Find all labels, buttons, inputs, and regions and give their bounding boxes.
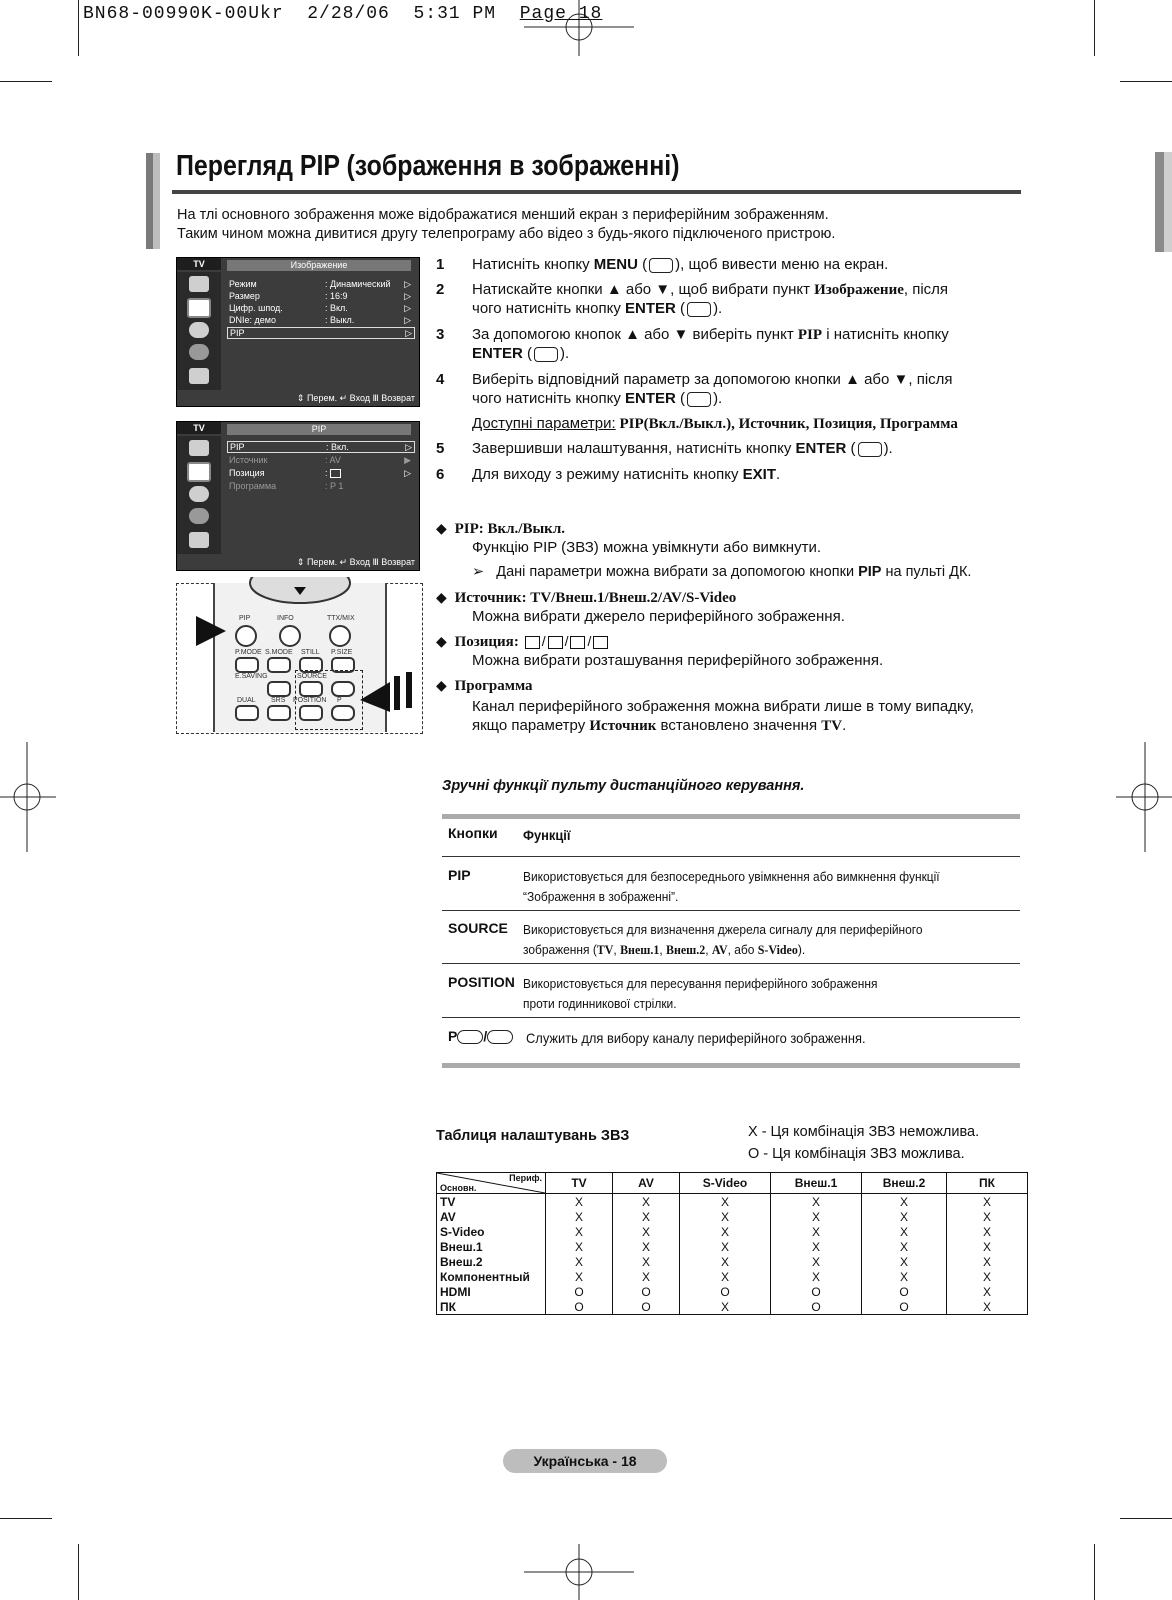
input-icon [189,440,209,456]
diamond-icon: ◆ [436,589,447,605]
bullet-text: Функцію PIP (ЗВЗ) можна увімкнути або вимкнути. [472,539,822,556]
diamond-icon: ◆ [436,633,447,649]
crop-mark [0,1518,52,1519]
table-cell: X [546,1239,613,1254]
channel-icon [189,344,209,360]
menu-row: Размер : 16:9 ▷ [229,291,411,301]
row-header: TV [437,1194,546,1210]
table-cell: O [862,1299,947,1315]
bullet-position: ◆ Позиция: / / / [436,633,610,651]
osd-menu-picture [176,257,420,407]
bullet-program: ◆ Программа [436,677,533,694]
remote-label: POSITION [293,697,327,704]
channel-up-icon [457,1030,483,1044]
table-cell: O [771,1299,862,1315]
menu-tv-tab: TV [177,422,221,434]
table-cell: X [546,1269,613,1284]
intro-line: На тлі основного зображення може відображатися менший екран з периферійним зображенням. [177,207,829,223]
remote-label: INFO [277,615,294,622]
page-title: Перегляд PIP (зображення в зображенні) [176,150,680,182]
e-saving-button[interactable] [267,681,291,697]
column-header: Внеш.2 [862,1173,947,1194]
table-cell: X [680,1194,771,1210]
remote-label: SRS [271,697,286,704]
remote-label: STILL [301,649,320,656]
table-rule [442,1063,1020,1068]
remote-label: P.SIZE [331,649,353,656]
remote-label: S.MODE [265,649,293,656]
position-icon [330,469,341,478]
table-cell: O [613,1299,680,1315]
position-icon [570,636,585,649]
table-row [437,1194,1028,1210]
table-cell: X [613,1239,680,1254]
row-header: ПК [437,1299,546,1315]
osd-menu-pip [176,421,420,571]
channel-icon [189,508,209,524]
menu-row: Позиция : ▷ [229,468,411,478]
registration-mark [1116,742,1172,852]
setup-icon [189,368,209,384]
enter-key-icon [534,347,558,362]
menu-row: Программа : P 1 [229,481,344,491]
print-header [83,4,602,24]
menu-row: Цифр. шпод. : Вкл. ▷ [229,303,411,313]
pip-button[interactable] [235,625,257,647]
channel-down-icon [487,1030,513,1044]
menu-row: DNIe: демо : Выкл. ▷ [229,315,411,325]
row-header: AV [437,1209,546,1224]
position-icon [593,636,608,649]
table-row [437,1209,1028,1224]
table-cell: X [947,1254,1028,1269]
column-header: AV [613,1173,680,1194]
row-header: Внеш.2 [437,1254,546,1269]
table-cell: X [947,1269,1028,1284]
intro-line: Таким чином можна дивитися другу телепрограму або відео з будь-якого підключеного пристрою. [177,226,836,242]
table-cell: O [546,1284,613,1299]
arrow-right-icon: ▷ [404,315,411,325]
table-cell: O [771,1284,862,1299]
bullet-text: Можна вибрати джерело периферійного зображення. [472,608,845,625]
bullet-text: Можна вибрати розташування периферійного зображення. [472,652,884,669]
page-edge-tab [1164,152,1172,252]
diamond-icon: ◆ [436,520,447,536]
bullet-text: Канал периферійного зображення можна вибрати лише в тому випадку, [472,698,974,715]
table-cell: X [947,1194,1028,1210]
table-row [437,1224,1028,1239]
table-cell: X [613,1269,680,1284]
highlight-frame [295,670,363,730]
table-cell: O [862,1284,947,1299]
table-cell: X [546,1224,613,1239]
row-header: HDMI [437,1284,546,1299]
input-icon [189,276,209,292]
table-row [437,1284,1028,1299]
remote-label: DUAL [237,697,256,704]
setup-icon [189,532,209,548]
table-cell: O [680,1284,771,1299]
table-cell: X [613,1254,680,1269]
table-cell: X [771,1254,862,1269]
table-rule [442,814,1020,819]
title-rule [172,190,1021,194]
menu-key-icon [649,258,673,273]
remote-label: P.MODE [235,649,262,656]
arrow-right-icon: ▷ [404,279,411,289]
ttx-mix-button[interactable] [329,625,351,647]
table-cell: X [947,1239,1028,1254]
table-cell: X [771,1269,862,1284]
table-cell: X [862,1239,947,1254]
remote-label: SOURCE [297,673,327,680]
menu-row-selected: PIP : Вкл. ▷ [227,441,415,453]
table-cell: X [546,1194,613,1210]
print-date: 2/28/06 [307,4,390,24]
print-page: Page 18 [519,4,603,24]
crop-mark [1120,81,1172,82]
legend-line: X - Ця комбінація ЗВЗ неможлива. [748,1124,980,1140]
row-header: S-Video [437,1224,546,1239]
remote-label: P [337,697,342,704]
page-footer: Українська - 18 [503,1449,667,1473]
crop-mark [78,0,79,56]
functions-heading: Зручні функції пульту дистанційного керування. [442,778,805,794]
menu-row: Источник : AV ▶ [229,455,411,465]
table-cell: X [862,1269,947,1284]
pip-combination-table [436,1172,1028,1315]
crop-mark [1094,0,1095,56]
sound-icon [189,486,209,502]
arrow-note-icon: ➢ [472,564,485,580]
table-cell: X [771,1224,862,1239]
sound-icon [189,322,209,338]
table-cell: X [613,1194,680,1210]
table-cell: X [680,1239,771,1254]
enter-key-icon [687,302,711,317]
table-cell: X [862,1209,947,1224]
bullet-pip: ◆ PIP: Вкл./Выкл. [436,520,565,537]
menu-header: PIP [227,424,411,435]
enter-key-icon [858,442,882,457]
legend-line: O - Ця комбінація ЗВЗ можлива. [748,1146,965,1162]
table-row [437,1254,1028,1269]
table-cell: X [771,1194,862,1210]
menu-footer: ⇕ Перем. ↵ Вход Ⅲ Возврат [296,393,415,403]
table-cell: X [947,1224,1028,1239]
table-cell: X [947,1209,1028,1224]
table-cell: X [862,1224,947,1239]
srs-button[interactable] [267,705,291,721]
menu-icon-column [177,272,221,390]
crop-mark [0,81,52,82]
diamond-icon: ◆ [436,677,447,693]
table-cell: X [680,1254,771,1269]
table-rule [442,856,1020,857]
table-cell: X [947,1284,1028,1299]
enter-key-icon [687,392,711,407]
note-line: ➢ Дані параметри можна вибрати за допомогою кнопки PIP на пульті ДК. [472,564,972,580]
row-header: Компонентный [437,1269,546,1284]
table-cell: X [771,1239,862,1254]
registration-mark [524,1544,634,1600]
pointer-arrow-icon [360,672,420,712]
arrow-right-icon: ▷ [404,291,411,301]
table-cell: X [546,1254,613,1269]
arrow-right-icon: ▷ [405,328,412,338]
table-cell: O [613,1284,680,1299]
table-cell: X [947,1299,1028,1315]
table-cell: O [546,1299,613,1315]
table-cell: X [613,1224,680,1239]
table-cell: X [680,1269,771,1284]
table-rule [442,910,1020,911]
table-cell: X [546,1209,613,1224]
pointer-arrow-icon [196,616,238,646]
pip-table-title: Таблиця налаштувань ЗВЗ [436,1128,630,1144]
menu-tv-tab: TV [177,258,221,270]
arrow-right-icon: ▶ [404,455,411,465]
table-row [437,1269,1028,1284]
table-row [437,1299,1028,1315]
table-row [437,1239,1028,1254]
column-header: S-Video [680,1173,771,1194]
crop-mark [1120,1518,1172,1519]
title-accent-bar [146,153,153,249]
table-cell: X [613,1209,680,1224]
crop-mark [78,1544,79,1600]
table-rule [442,1017,1020,1018]
picture-icon [187,298,211,318]
registration-mark [0,742,56,852]
position-icon [525,636,540,649]
row-header: Внеш.1 [437,1239,546,1254]
table-cell: X [771,1209,862,1224]
picture-icon [187,462,211,482]
print-time: 5:31 PM [413,4,497,24]
info-button[interactable] [279,625,301,647]
remote-dpad [245,577,355,607]
arrow-right-icon: ▷ [404,303,411,313]
column-header: Внеш.1 [771,1173,862,1194]
bullet-text: якщо параметру Источник встановлено значення TV. [472,717,847,734]
table-cell: X [862,1254,947,1269]
remote-label: E.SAVING [235,673,268,680]
menu-row: Режим : Динамический ▷ [229,279,411,289]
bullet-source: ◆ Источник: TV/Внеш.1/Внеш.2/AV/S-Video [436,589,737,606]
menu-icon-column [177,436,221,554]
corner-cell: Периф. Основн. [437,1173,546,1194]
print-file: BN68-00990K-00Ukr [83,4,284,24]
dual-button[interactable] [235,705,259,721]
table-rule [442,963,1020,964]
menu-header: Изображение [227,260,411,271]
remote-label: TTX/MIX [327,615,355,622]
column-header: ПК [947,1173,1028,1194]
table-cell: X [680,1299,771,1315]
menu-row-selected: PIP ▷ [227,327,415,339]
crop-mark [1094,1544,1095,1600]
menu-footer: ⇕ Перем. ↵ Вход Ⅲ Возврат [296,557,415,567]
p-mode-button[interactable] [235,657,259,673]
column-header: TV [546,1173,613,1194]
position-icon [548,636,563,649]
arrow-right-icon: ▷ [404,468,411,478]
s-mode-button[interactable] [267,657,291,673]
table-cell: X [680,1209,771,1224]
remote-label: PIP [239,615,251,622]
table-cell: X [862,1194,947,1210]
arrow-right-icon: ▷ [405,442,412,452]
table-cell: X [680,1224,771,1239]
